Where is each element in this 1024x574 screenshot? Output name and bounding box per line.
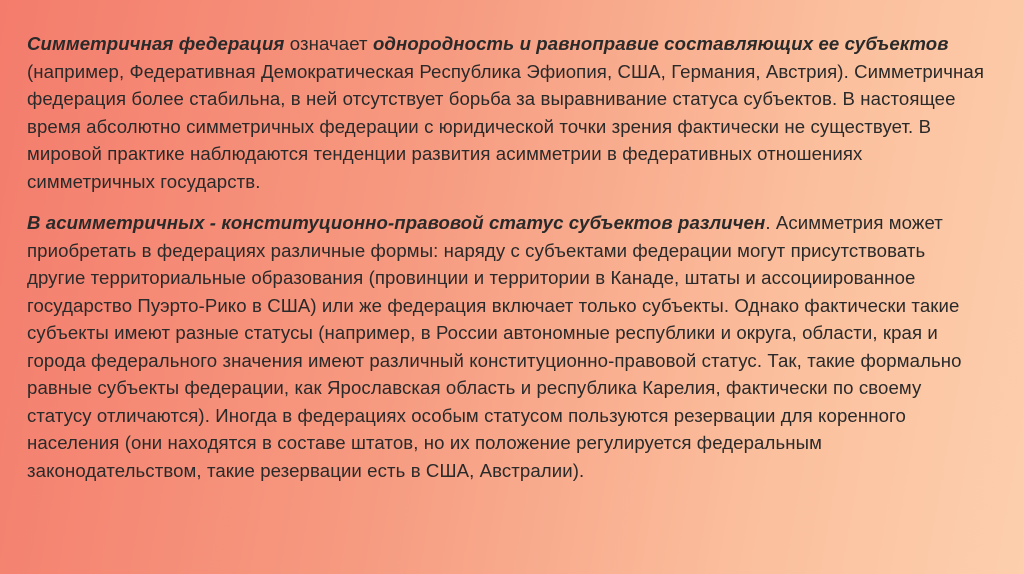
paragraph-symmetric-federation [27,30,987,195]
term-symmetric-federation: Симметричная федерация [27,33,285,54]
text-segment: означает [284,33,373,54]
paragraph-asymmetric-federation [27,209,987,484]
text-segment: . Асимметрия может приобретать в федерациях различные формы: наряду с субъектами федерации могут присутствовать другие территориальные образования (провинции и территории в Канаде, штаты и ассоциированное государство Пуэрто-Рико в США) или же федерация включает только субъекты. Однако фактически такие субъекты имеют разные статусы (например, в России автономные республики и округа, области, края и города федерального значения имеют различный конституционно-правовой статус. Так, такие формально равные субъекты федерации, как Ярославская область и республика Карелия, фактически по своему статусу отличаются). Иногда в федерациях особым статусом пользуются резервации для коренного населения (они находятся в составе штатов, но их положение регулируется федеральным законодательством, такие резервации есть в США, Австралии). [27,212,962,481]
text-segment: (например, Федеративная Демократическая Республика Эфиопия, США, Германия, Австрия). Симметричная федерация более стабильна, в ней отсутствует борьба за выравнивание статуса субъектов. В настоящее время абсолютно симметричных федерации с юридической точки зрения фактически не существует. В мировой практике наблюдаются тенденции развития асимметрии в федеративных отношениях симметричных государств. [27,60,985,192]
slide-content [27,30,987,498]
term-asymmetric-federation: В асимметричных - конституционно-правовой статус субъектов различен [27,212,766,233]
definition-emphasis: однородность и равноправие составляющих ее субъектов [372,33,949,54]
